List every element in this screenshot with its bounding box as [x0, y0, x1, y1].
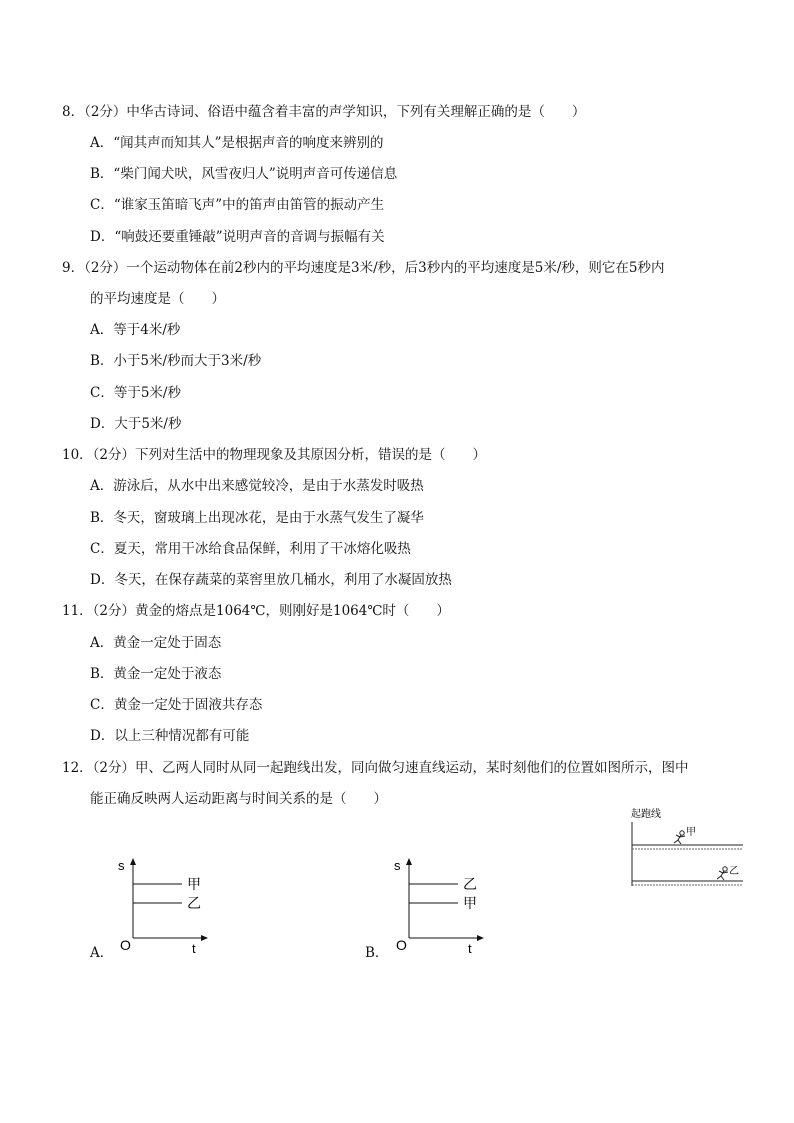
- question-12-stem: 12．（2分）甲、乙两人同时从同一起跑线出发，同向做匀速直线运动，某时刻他们的位置如图所示，图中: [62, 760, 689, 776]
- y-axis-label: s: [118, 858, 125, 873]
- runner-b-label: 乙: [729, 866, 739, 877]
- option-a-label: A．: [90, 945, 114, 961]
- question-11-stem: 11．（2分）黄金的熔点是1064℃，则刚好是1064℃时（ ）: [62, 603, 450, 619]
- question-9-option-d: D．大于5米/秒: [90, 416, 182, 432]
- question-8-stem: 8．（2分）中华古诗词、俗语中蕴含着丰富的声学知识，下列有关理解正确的是（ ）: [62, 104, 586, 120]
- question-11-option-d: D．以上三种情况都有可能: [90, 728, 250, 744]
- question-9-option-c: C．等于5米/秒: [90, 385, 181, 401]
- runner-a-label: 甲: [686, 827, 696, 838]
- start-line-label: 起跑线: [631, 809, 661, 820]
- question-10-option-d: D．冬天，在保存蔬菜的菜窖里放几桶水，利用了水凝固放热: [90, 572, 452, 588]
- question-10-option-b: B．冬天，窗玻璃上出现冰花，是由于水蒸气发生了凝华: [90, 510, 424, 526]
- runner-b-icon: [717, 867, 728, 880]
- runner-a-icon: [674, 831, 685, 844]
- upper-line-label: 乙: [463, 876, 477, 892]
- question-9-stem: 9．（2分）一个运动物体在前2秒内的平均速度是3米/秒，后3秒内的平均速度是5米/秒，则它在5秒内: [62, 260, 665, 276]
- question-9-stem-continued: 的平均速度是（ ）: [90, 291, 225, 307]
- option-a-graph: [110, 856, 220, 960]
- question-10-option-a: A．游泳后，从水中出来感觉较冷，是由于水蒸发时吸热: [90, 478, 424, 494]
- upper-line-label: 甲: [187, 876, 201, 892]
- question-8-option-d: D．“响鼓还要重锤敲”说明声音的音调与振幅有关: [90, 229, 385, 245]
- question-10-option-c: C．夏天，常用干冰给食品保鲜，利用了干冰熔化吸热: [90, 541, 411, 557]
- question-8-option-c: C．“谁家玉笛暗飞声”中的笛声由笛管的振动产生: [90, 197, 385, 213]
- y-axis-label: s: [394, 858, 401, 873]
- x-axis-arrow-icon: [477, 935, 484, 941]
- question-11-option-c: C．黄金一定处于固液共存态: [90, 697, 263, 713]
- x-axis-arrow-icon: [201, 935, 208, 941]
- question-9-option-a: A．等于4米/秒: [90, 322, 181, 338]
- y-axis-arrow-icon: [406, 858, 412, 865]
- question-12-stem-continued: 能正确反映两人运动距离与时间关系的是（ ）: [90, 791, 387, 807]
- origin-label: O: [120, 937, 131, 953]
- question-9-option-b: B．小于5米/秒而大于3米/秒: [90, 353, 262, 369]
- running-track-figure: [625, 802, 745, 892]
- x-axis-label: t: [468, 941, 472, 956]
- lower-line-label: 甲: [463, 895, 477, 911]
- x-axis-label: t: [192, 941, 196, 956]
- option-b-graph: [386, 856, 496, 960]
- question-10-stem: 10．（2分）下列对生活中的物理现象及其原因分析，错误的是（ ）: [62, 447, 487, 463]
- question-11-option-a: A．黄金一定处于固态: [90, 635, 222, 651]
- question-8-option-b: B．“柴门闻犬吠，风雪夜归人”说明声音可传递信息: [90, 166, 398, 182]
- lower-line-label: 乙: [187, 895, 201, 911]
- question-8-option-a: A．“闻其声而知其人”是根据声音的响度来辨别的: [90, 135, 384, 151]
- origin-label: O: [396, 937, 407, 953]
- y-axis-arrow-icon: [130, 858, 136, 865]
- option-b-label: B．: [365, 945, 389, 961]
- question-11-option-b: B．黄金一定处于液态: [90, 666, 222, 682]
